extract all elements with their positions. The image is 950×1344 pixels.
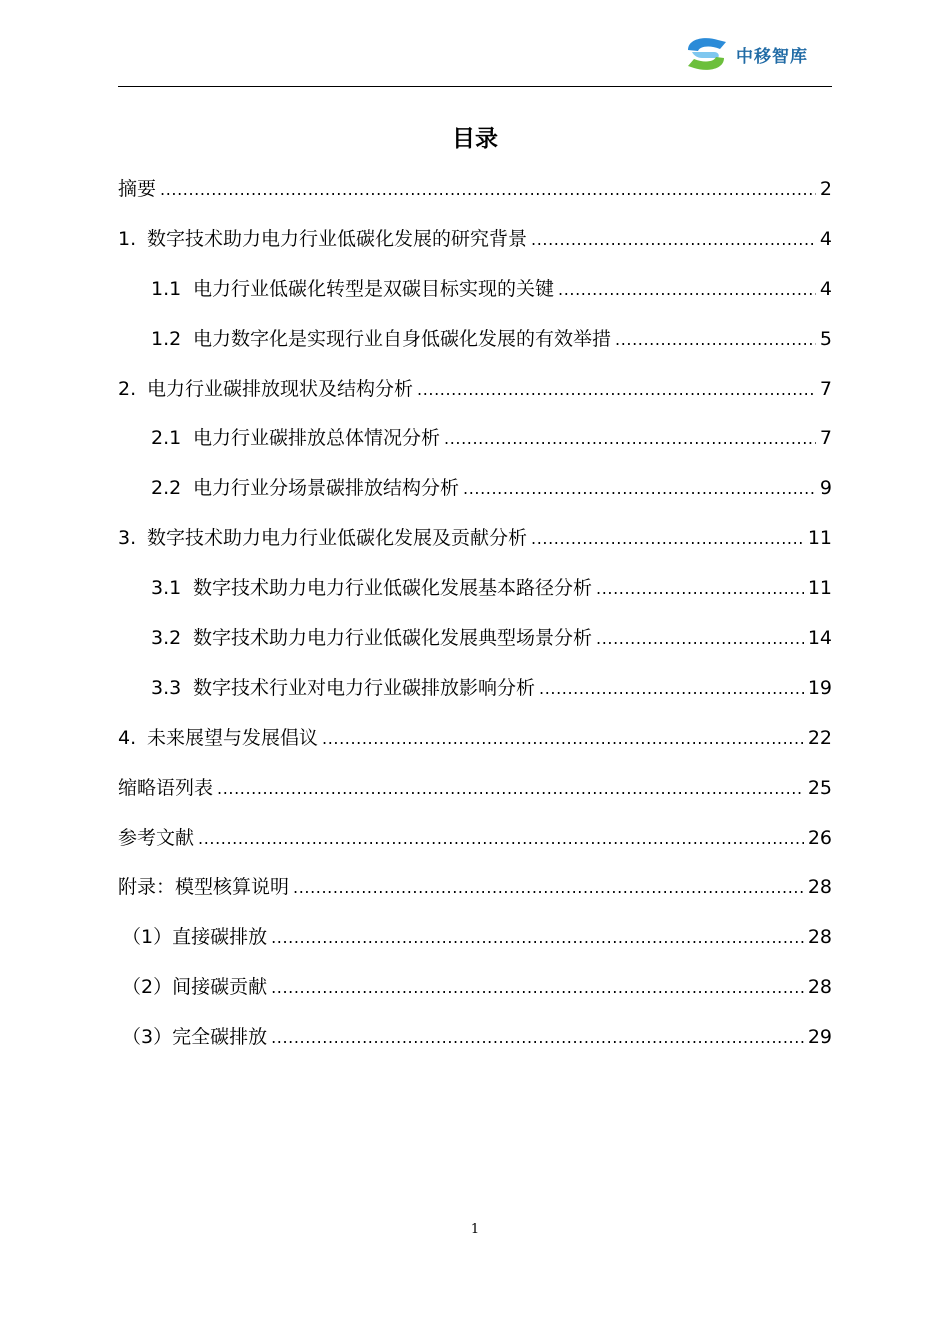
toc-entry-number: 1. — [118, 227, 137, 250]
toc-dot-leader — [463, 468, 816, 510]
toc-entry-page: 5 — [819, 327, 832, 350]
toc-entry[interactable] — [118, 168, 832, 218]
logo-text: 中移智库 — [736, 46, 808, 67]
toc-dot-leader — [293, 867, 804, 909]
toc-entry-label — [151, 667, 535, 709]
toc-entry-number: 2.2 — [151, 477, 182, 500]
toc-entry-text: 电力数字化是实现行业自身低碳化发展的有效举措 — [193, 327, 612, 350]
toc-entry[interactable] — [118, 767, 832, 817]
toc-entry-text: （1）直接碳排放 — [122, 926, 268, 949]
toc-entry-page: 9 — [819, 477, 832, 500]
toc-entry[interactable] — [118, 866, 832, 916]
toc-entry-label — [151, 268, 554, 310]
toc-entry-label — [118, 767, 213, 809]
toc-entry-text: 数字技术助力电力行业低碳化发展的研究背景 — [147, 227, 528, 250]
toc-entry-text: 数字技术助力电力行业低碳化发展典型场景分析 — [193, 627, 593, 650]
toc-entry-number: 1.1 — [151, 277, 182, 300]
toc-dot-leader — [217, 768, 804, 810]
toc-entry-label — [118, 817, 194, 859]
toc-entry-label — [122, 966, 267, 1008]
toc-entry-number: 3.1 — [151, 577, 182, 600]
toc-entry-label — [151, 417, 440, 459]
toc-entry-number: 1.2 — [151, 327, 182, 350]
toc-entry-page: 19 — [807, 676, 832, 699]
logo — [684, 32, 808, 76]
toc-dot-leader — [531, 219, 816, 261]
toc-entry[interactable] — [118, 417, 832, 467]
toc-entry-number: 4. — [118, 726, 137, 749]
toc-entry-label — [118, 866, 289, 908]
toc-entry-label — [122, 1016, 267, 1058]
toc-entry-text: 摘要 — [118, 178, 157, 200]
toc-dot-leader — [160, 169, 816, 211]
logo-mark-icon — [684, 32, 730, 76]
toc-dot-leader — [271, 1017, 804, 1059]
toc-dot-leader — [531, 518, 804, 560]
toc-entry-text: 附录：模型核算说明 — [118, 876, 290, 899]
toc-entry[interactable] — [118, 717, 832, 767]
toc-entry[interactable] — [118, 617, 832, 667]
toc-entry-label — [122, 916, 267, 958]
toc-dot-leader — [596, 568, 804, 610]
toc-entry-number: 2. — [118, 377, 137, 400]
toc-entry-number: 3. — [118, 527, 137, 550]
toc-entry-text: 数字技术助力电力行业低碳化发展及贡献分析 — [147, 527, 528, 550]
toc-entry-text: 电力行业碳排放总体情况分析 — [193, 427, 441, 450]
toc-entry-text: 数字技术助力电力行业低碳化发展基本路径分析 — [193, 577, 593, 600]
toc-entry-text: 数字技术行业对电力行业碳排放影响分析 — [193, 676, 536, 699]
toc-entry-page: 11 — [807, 527, 832, 550]
toc-entry-label — [118, 717, 318, 759]
toc-entry-text: （3）完全碳排放 — [122, 1026, 268, 1049]
toc-entry-label — [151, 617, 592, 659]
toc-dot-leader — [596, 618, 804, 660]
toc-entry-page: 14 — [807, 627, 832, 650]
toc-entry-page: 22 — [807, 726, 832, 749]
toc-dot-leader — [271, 967, 804, 1009]
toc-entry-page: 7 — [819, 377, 832, 400]
toc-dot-leader — [615, 319, 816, 361]
header-rule — [118, 86, 832, 87]
toc-entry-page: 4 — [819, 227, 832, 250]
toc-entry[interactable] — [118, 567, 832, 617]
toc-entry-page: 28 — [807, 876, 832, 899]
toc-entry[interactable] — [118, 218, 832, 268]
toc-entry[interactable] — [118, 667, 832, 717]
toc-dot-leader — [322, 718, 804, 760]
toc-entry-label — [151, 318, 611, 360]
toc-entry-page: 26 — [807, 826, 832, 849]
toc-entry-label — [118, 218, 527, 260]
toc-entry-page: 4 — [819, 277, 832, 300]
toc-entry-page: 11 — [807, 577, 832, 600]
toc-entry-text: 电力行业碳排放现状及结构分析 — [147, 377, 414, 400]
toc-entry-page: 2 — [819, 178, 832, 200]
toc-entry[interactable] — [118, 1016, 832, 1066]
toc-entry[interactable] — [118, 368, 832, 418]
toc-entry-label — [118, 168, 156, 210]
toc-entry[interactable] — [118, 817, 832, 867]
toc-entry[interactable] — [118, 916, 832, 966]
toc-dot-leader — [198, 818, 804, 860]
toc-entry[interactable] — [118, 517, 832, 567]
toc-dot-leader — [271, 917, 804, 959]
toc-entry[interactable] — [118, 268, 832, 318]
toc-entry-text: 缩略语列表 — [118, 776, 214, 799]
toc-dot-leader — [558, 269, 816, 311]
toc-entry-number: 3.3 — [151, 676, 182, 699]
toc-entry[interactable] — [118, 318, 832, 368]
toc-entry-text: 未来展望与发展倡议 — [147, 726, 319, 749]
toc-entry-text: 电力行业低碳化转型是双碳目标实现的关键 — [193, 277, 555, 300]
toc-entry-label — [151, 567, 592, 609]
page-number: 1 — [470, 1222, 480, 1237]
page-title: 目录 — [452, 126, 498, 152]
toc-entry-label — [118, 368, 413, 410]
toc-entry-text: 电力行业分场景碳排放结构分析 — [193, 477, 460, 500]
toc-entry-page: 25 — [807, 776, 832, 799]
toc-entry-number: 2.1 — [151, 427, 182, 450]
toc-entry-label — [151, 467, 459, 509]
toc-entry-page: 28 — [807, 976, 832, 999]
toc-dot-leader — [417, 369, 816, 411]
toc-entry-page: 28 — [807, 926, 832, 949]
table-of-contents — [118, 168, 832, 1066]
toc-entry-text: 参考文献 — [118, 826, 195, 849]
toc-entry[interactable] — [118, 966, 832, 1016]
toc-entry-number: 3.2 — [151, 627, 182, 650]
toc-entry-label — [118, 517, 527, 559]
toc-dot-leader — [539, 668, 804, 710]
toc-dot-leader — [444, 418, 816, 460]
toc-entry-page: 29 — [807, 1026, 832, 1049]
toc-entry-text: （2）间接碳贡献 — [122, 976, 268, 999]
toc-entry-page: 7 — [819, 427, 832, 450]
toc-entry[interactable] — [118, 467, 832, 517]
